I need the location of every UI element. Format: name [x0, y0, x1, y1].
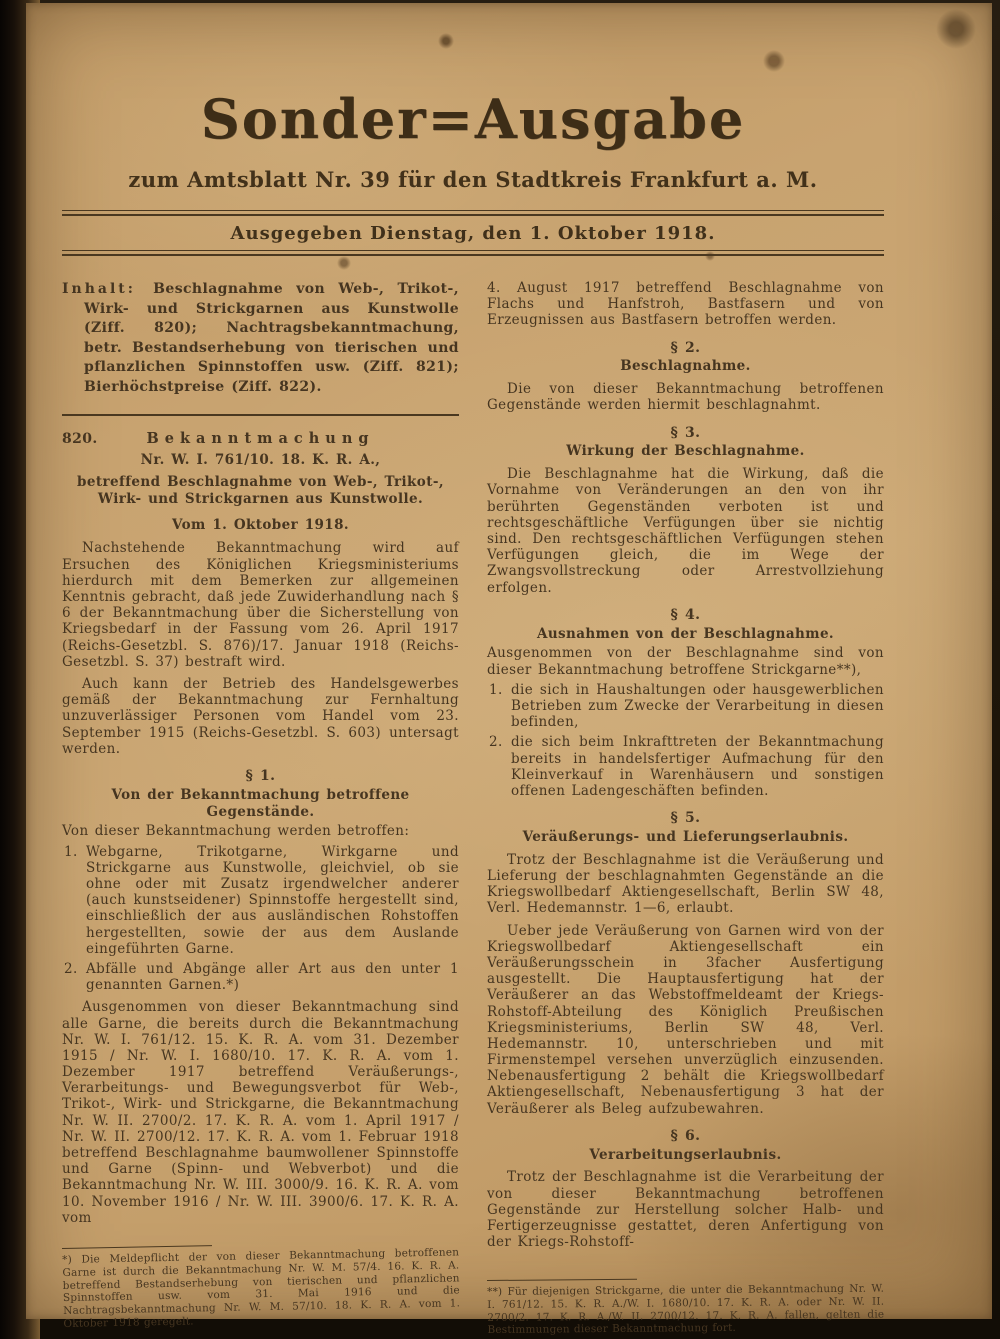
rule-below-dateline — [62, 250, 884, 256]
list-item-number: 2. — [64, 960, 78, 977]
section-4-subhead: Ausnahmen von der Beschlagnahme. — [536, 625, 835, 642]
list-item — [487, 734, 884, 799]
section-1-head: § 1. — [245, 767, 276, 784]
section-3-head: § 3. — [670, 424, 701, 441]
notice-reference: Nr. W. I. 761/10. 18. K. R. A., — [140, 451, 381, 468]
notice-title: Bekanntmachung — [146, 429, 375, 447]
list-item-text: Abfälle und Abgänge aller Art aus den unter 1 genannten Garnen.*) — [86, 960, 459, 994]
right-column — [487, 280, 884, 1338]
masthead — [62, 3, 884, 256]
dateline: Ausgegeben Dienstag, den 1. Oktober 1918. — [230, 223, 716, 244]
list-item — [487, 682, 884, 731]
paragraph: Nachstehende Bekanntmachung wird auf Ersuchen des Königlichen Kriegsministeriums hierdurch mit dem Bemerken zur allgemeinen Kenntnis gebracht, daß jede Zuwiderhandlung nach § 6 der Bekanntmachung über die Sicherstellung von Kriegsbedarf in der Fassung vom 26. April 1917 (Reichs-Gesetzbl. S. 876)/17. Januar 1918 (Reichs-Gesetzbl. S. 37) bestraft wird. — [62, 540, 459, 670]
section-1-intro: Von dieser Bekanntmachung werden betroffen: — [62, 823, 410, 840]
page-title: Sonder=Ausgabe — [200, 87, 746, 151]
paragraph: Trotz der Beschlagnahme ist die Veräußerung und Lieferung der beschlagnahmten Gegenstände an die Kriegswollbedarf Aktiengesellschaft, Berlin SW 48, Verl. Hedemannstr. 1—6, erlaubt. — [487, 851, 884, 917]
list-item-text: Webgarne, Trikotgarne, Wirkgarne und Strickgarne aus Kunstwolle, gleichviel, ob sie ohne oder mit Zusatz irgendwelcher anderer (auch kunstseidener) Spinnstoffe hergestellt sind, einschließlich der aus ausländischen Rohstoffen hergestellten, sowie der aus dem Auslande eingeführten Garne. — [86, 843, 459, 957]
notice-number: 820. — [62, 430, 98, 447]
section-6-subhead: Verarbeitungserlaubnis. — [589, 1146, 782, 1163]
footnote-rule — [487, 1279, 637, 1281]
section-4-intro: Ausgenommen von der Beschlagnahme sind von dieser Bekanntmachung betroffene Strickgarne**), — [487, 645, 884, 678]
masthead-subtitle: zum Amtsblatt Nr. 39 für den Stadtkreis Frankfurt a. M. — [128, 167, 818, 192]
section-5-head: § 5. — [670, 810, 701, 827]
left-column — [62, 280, 459, 1331]
paragraph: Ueber jede Veräußerung von Garnen wird von der Kriegswollbedarf Aktiengesellschaft ein Veräußerungsschein in 3facher Ausfertigung ausgestellt. Die Hauptausfertigung hat der Veräußerer an das Webstoffmeldeamt der Kriegs-Rohstoff-Abteilung des Königlich Preußischen Kriegsministeriums, Berlin SW 48, Verl. Hedemannstr. 10, unterschrieben und mit Firmenstempel versehen unverzüglich einzusenden. Nebenausfertigung 2 behält die Kriegswollbedarf Aktiengesellschaft, Nebenausfertigung 3 hat der Veräußerer als Beleg aufzubewahren. — [487, 922, 884, 1117]
section-2-head: § 2. — [670, 339, 701, 356]
section-2-subhead: Beschlagnahme. — [620, 358, 751, 375]
notice-heading — [62, 430, 459, 447]
notice-subject: betreffend Beschlagnahme von Web-, Trikot-, Wirk- und Strickgarnen aus Kunstwolle. — [77, 473, 444, 507]
section-5-subhead: Veräußerungs- und Lieferungserlaubnis. — [522, 828, 849, 845]
section-1-subhead: Von der Bekanntmachung betroffene Gegenstände. — [111, 786, 410, 820]
footnote-text: **) Für diejenigen Strickgarne, die unter die Bekanntmachung Nr. W. I. 761/12. 15. K. R. A./W. I. 1680/10. 17. K. R. A. oder Nr. W. II. 2700/2. 17. K. R. A./W. II. 2700/12. 17. K. R. A. fallen, gelten die Bestimmungen dieser Bekanntmachung fort. — [487, 1282, 885, 1337]
paragraph: Auch kann der Betrieb des Handelsgewerbes gemäß der Bekanntmachung zur Fernhaltung unzuverlässiger Personen vom Handel vom 23. September 1915 (Reichs-Gesetzbl. S. 603) untersagt werden. — [62, 675, 459, 757]
paragraph: Ausgenommen von dieser Bekanntmachung sind alle Garne, die bereits durch die Bekanntmachung Nr. W. I. 761/12. 15. K. R. A. vom 31. Dezember 1915 / Nr. W. I. 1680/10. 17. K. R. A. vom 1. Dezember 1917 betreffend Veräußerungs-, Verarbeitungs- und Bewegungsverbot für Web-, Trikot-, Wirk- und Strickgarne, die Bekanntmachung Nr. W. II. 2700/2. 17. K. R. A. vom 1. April 1917 / Nr. W. II. 2700/12. 17. K. R. A. vom 1. Februar 1918 betreffend Beschlagnahme baumwollener Spinnstoffe und Garne (Spinn- und Webverbot) und die Bekanntmachung Nr. W. III. 3000/9. 16. K. R. A. vom 10. November 1916 / Nr. W. III. 3900/6. 17. K. R. A. vom — [62, 999, 459, 1226]
column-layout — [62, 280, 884, 1338]
document-page — [26, 3, 992, 1337]
section-6-head: § 6. — [670, 1127, 701, 1144]
continuation-paragraph: 4. August 1917 betreffend Beschlagnahme von Flachs und Hanfstroh, Bastfasern und von Erzeugnissen aus Bastfasern betroffen werden. — [487, 280, 884, 329]
table-of-contents — [62, 280, 459, 398]
paragraph: Die Beschlagnahme hat die Wirkung, daß die Vornahme von Veränderungen an den von ihr berührten Gegenständen verboten ist und rechtsgeschäftliche Verfügungen über sie nichtig sind. Den rechtsgeschäftlichen Verfügungen stehen Verfügungen gleich, die im Wege der Zwangsvollstreckung oder Arrestvollziehung erfolgen. — [487, 466, 884, 596]
paragraph: Die von dieser Bekanntmachung betroffenen Gegenstände werden hiermit beschlagnahmt. — [487, 381, 884, 414]
inhalt-text: Beschlagnahme von Web-, Trikot-, Wirk- und Strickgarnen aus Kunstwolle (Ziff. 820); Nachtragsbekanntmachung, betr. Bestandserhebung von tierischen und pflanzlichen Spinnstoffen usw. (Ziff. 821); Bierhöchstpreise (Ziff. 822). — [84, 281, 459, 395]
list-item-number: 1. — [489, 681, 503, 698]
list-item — [62, 844, 459, 957]
list-item-text: die sich in Haushaltungen oder hausgewerblichen Betrieben zum Zwecke der Verarbeitung in diesen befinden, — [511, 681, 884, 731]
footnote-rule — [62, 1245, 212, 1249]
list-item-text: die sich beim Inkrafttreten der Bekanntmachung bereits in handelsfertiger Aufmachung für den Kleinverkauf in Warenhäusern und sonstigen offenen Ladengeschäften befinden. — [511, 734, 884, 799]
footnote-text: *) Die Meldepflicht der von dieser Bekanntmachung betroffenen Garne ist durch die Bekanntmachung Nr. W. M. 57/4. 16. K. R. A. betreffend Bestandserhebung von tierischen und pflanzlichen Spinnstoffen usw. vom 31. Mai 1916 und die Nachtragsbekanntmachung Nr. W. M. 57/10. 18. K. R. A. vom 1. Oktober 1918 geregelt. — [62, 1246, 461, 1330]
notice-date: Vom 1. Oktober 1918. — [172, 516, 349, 533]
section-4-head: § 4. — [670, 606, 701, 623]
footnote-right — [487, 1277, 884, 1338]
list-item-number: 2. — [489, 734, 503, 751]
paragraph: Trotz der Beschlagnahme ist die Verarbeitung der von dieser Bekanntmachung betroffenen Gegenstände zur Herstellung solcher Halb- und Fertigerzeugnisse gestattet, deren Anfertigung von der Kriegs-Rohstoff- — [487, 1169, 884, 1251]
list-item-number: 1. — [64, 843, 78, 860]
page-content — [62, 3, 884, 1338]
section-3-subhead: Wirkung der Beschlagnahme. — [566, 443, 805, 460]
dateline-rule-box — [62, 210, 884, 256]
footnote-left — [62, 1240, 461, 1330]
list-item — [62, 961, 459, 993]
inhalt-label: Inhalt: — [62, 281, 136, 297]
section-divider-rule — [62, 414, 459, 416]
